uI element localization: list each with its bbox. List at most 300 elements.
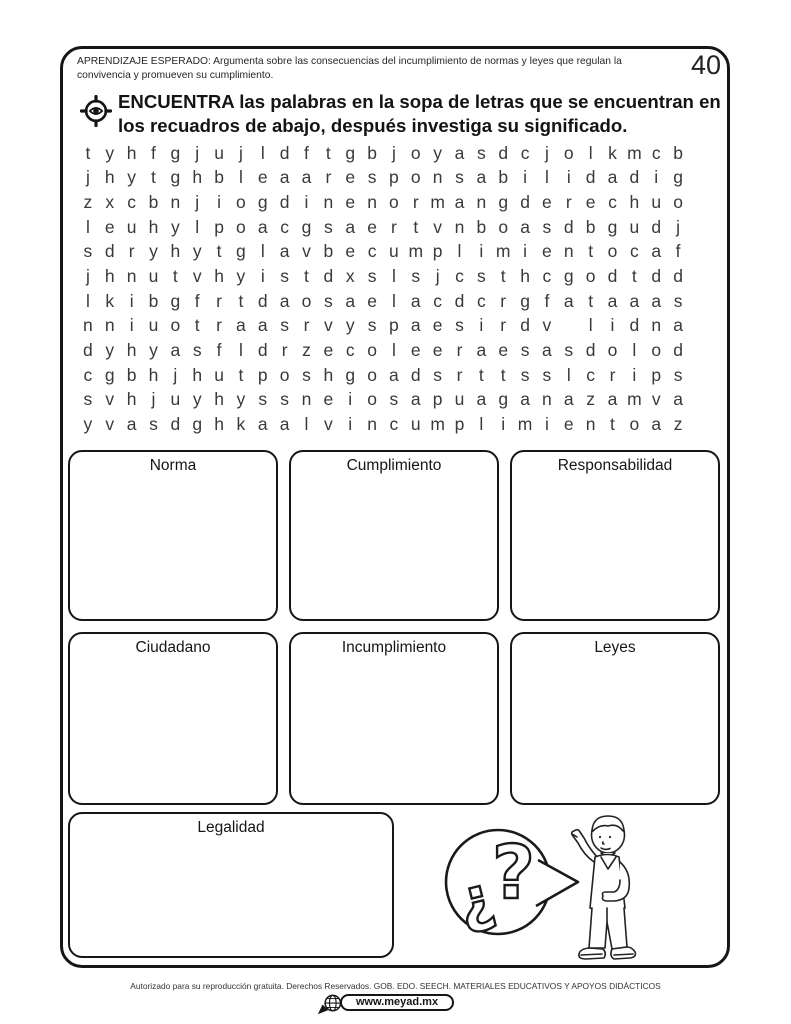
grid-letter: c xyxy=(542,266,552,287)
grid-letter: u xyxy=(454,389,465,410)
grid-letter: e xyxy=(563,414,574,435)
grid-letter: s xyxy=(673,290,683,311)
grid-letter: v xyxy=(192,266,202,287)
grid-letter: v xyxy=(323,315,333,336)
grid-letter: n xyxy=(367,192,377,213)
grid-letter: a xyxy=(542,340,552,361)
grid-letter: a xyxy=(607,290,618,311)
grid-letter: n xyxy=(367,414,377,435)
grid-letter: o xyxy=(367,340,377,361)
grid-letter: a xyxy=(279,414,290,435)
word-box-label: Norma xyxy=(149,457,197,474)
grid-letter: j xyxy=(85,167,90,188)
grid-letter: r xyxy=(456,364,463,385)
grid-letter: t xyxy=(588,290,594,311)
grid-letter: h xyxy=(126,142,137,163)
grid-letter: a xyxy=(520,389,530,410)
grid-letter: d xyxy=(323,266,334,287)
grid-letter: t xyxy=(194,315,200,336)
grid-letter: s xyxy=(520,364,530,385)
question-open-glyph: ¿ xyxy=(450,861,501,939)
word-box-label: Ciudadano xyxy=(135,639,211,656)
grid-letter: s xyxy=(367,266,377,287)
grid-letter: n xyxy=(454,216,465,237)
grid-letter: o xyxy=(607,241,618,262)
grid-letter: v xyxy=(302,241,311,262)
grid-letter: i xyxy=(610,315,615,336)
grid-letter: s xyxy=(476,142,486,163)
grid-letter: t xyxy=(610,414,615,435)
grid-letter: d xyxy=(673,340,683,361)
grid-letter: o xyxy=(563,142,574,163)
grid-letter: z xyxy=(673,414,683,435)
grid-letter: d xyxy=(585,167,596,188)
grid-letter: d xyxy=(410,364,421,385)
grid-letter: f xyxy=(304,142,309,163)
grid-letter: s xyxy=(389,389,399,410)
grid-letter: e xyxy=(432,315,443,336)
grid-letter: p xyxy=(389,167,399,188)
grid-letter: g xyxy=(170,167,181,188)
grid-letter: l xyxy=(588,315,593,336)
page-number: 40 xyxy=(690,50,721,80)
grid-letter: s xyxy=(280,389,289,410)
grid-letter: s xyxy=(455,167,464,188)
grid-letter: y xyxy=(83,414,93,435)
grid-letter: h xyxy=(214,414,224,435)
grid-letter: s xyxy=(258,389,268,410)
grid-letter: g xyxy=(236,241,246,262)
grid-letter: u xyxy=(629,216,640,237)
grid-letter: i xyxy=(129,315,134,336)
grid-letter: a xyxy=(257,315,268,336)
grid-letter: s xyxy=(455,315,464,336)
grid-letter: y xyxy=(192,241,202,262)
grid-letter: p xyxy=(389,315,399,336)
grid-letter: j xyxy=(151,389,156,410)
grid-letter: n xyxy=(170,192,181,213)
grid-letter: j xyxy=(391,142,396,163)
grid-letter: j xyxy=(195,192,200,213)
grid-letter: v xyxy=(651,389,661,410)
grid-letter: h xyxy=(192,167,203,188)
grid-letter: r xyxy=(281,340,288,361)
grid-letter: g xyxy=(498,192,509,213)
grid-letter: h xyxy=(629,192,640,213)
grid-letter: r xyxy=(391,216,397,237)
grid-letter: y xyxy=(433,142,442,163)
grid-letter: d xyxy=(651,216,662,237)
grid-letter: e xyxy=(104,216,115,237)
website-badge: www.meyad.mx xyxy=(340,994,454,1011)
grid-letter: m xyxy=(627,389,642,410)
grid-letter: i xyxy=(129,290,134,311)
grid-letter: g xyxy=(607,216,618,237)
grid-letter: n xyxy=(301,389,312,410)
grid-letter: f xyxy=(216,340,222,361)
grid-letter: d xyxy=(257,290,268,311)
grid-letter: i xyxy=(479,315,484,336)
grid-letter: i xyxy=(566,167,571,188)
grid-letter: r xyxy=(216,315,222,336)
grid-letter: e xyxy=(542,241,552,262)
grid-letter: a xyxy=(476,389,487,410)
grid-letter: f xyxy=(675,241,681,262)
grid-letter: g xyxy=(520,290,530,311)
eye-target-icon xyxy=(80,95,112,127)
grid-letter: a xyxy=(673,315,683,336)
grid-letter: i xyxy=(348,389,353,410)
grid-letter: l xyxy=(588,142,593,163)
grid-letter: a xyxy=(651,414,662,435)
grid-letter: u xyxy=(214,364,224,385)
word-box-label: Responsabilidad xyxy=(557,457,673,474)
grid-letter: k xyxy=(105,290,115,311)
grid-letter: l xyxy=(85,290,90,311)
grid-letter: l xyxy=(479,414,484,435)
grid-letter: d xyxy=(607,266,618,287)
grid-letter: t xyxy=(304,266,309,287)
grid-letter: a xyxy=(389,364,399,385)
grid-letter: b xyxy=(148,192,159,213)
grid-letter: r xyxy=(609,364,616,385)
grid-letter: h xyxy=(104,266,115,287)
grid-letter: h xyxy=(323,364,334,385)
grid-letter: t xyxy=(238,290,244,311)
grid-letter: m xyxy=(495,241,511,262)
grid-letter: n xyxy=(476,192,487,213)
grid-letter: n xyxy=(563,241,574,262)
grid-letter: c xyxy=(433,290,442,311)
grid-letter: y xyxy=(149,241,158,262)
grid-letter: b xyxy=(367,142,377,163)
grid-letter: n xyxy=(83,315,93,336)
grid-letter: e xyxy=(542,192,552,213)
grid-letter: n xyxy=(651,315,662,336)
grid-letter: i xyxy=(523,167,528,188)
grid-letter: e xyxy=(323,389,334,410)
grid-letter: t xyxy=(238,364,244,385)
grid-letter: a xyxy=(257,414,268,435)
grid-letter: a xyxy=(651,241,662,262)
grid-letter: i xyxy=(479,241,484,262)
grid-letter: v xyxy=(105,414,115,435)
grid-letter: c xyxy=(345,340,355,361)
grid-letter: e xyxy=(367,290,377,311)
grid-letter: c xyxy=(127,192,136,213)
grid-letter: a xyxy=(410,290,421,311)
grid-letter: p xyxy=(432,241,443,262)
grid-letter: s xyxy=(323,216,333,237)
grid-letter: i xyxy=(501,414,506,435)
grid-letter: r xyxy=(128,241,135,262)
grid-letter: e xyxy=(585,192,596,213)
grid-letter: g xyxy=(257,192,268,213)
grid-letter: s xyxy=(542,216,552,237)
grid-letter: p xyxy=(214,216,224,237)
grid-letter: s xyxy=(367,167,377,188)
grid-letter: r xyxy=(565,192,572,213)
grid-letter: h xyxy=(214,389,224,410)
grid-letter: e xyxy=(367,216,377,237)
grid-letter: s xyxy=(564,340,574,361)
grid-letter: n xyxy=(432,167,443,188)
grid-letter: e xyxy=(345,192,356,213)
grid-letter: s xyxy=(323,290,333,311)
grid-letter: e xyxy=(257,167,268,188)
grid-letter: u xyxy=(170,389,181,410)
grid-letter: t xyxy=(478,364,484,385)
grid-letter: t xyxy=(500,266,506,287)
grid-letter: v xyxy=(323,414,333,435)
grid-letter: d xyxy=(520,192,530,213)
grid-letter: s xyxy=(520,340,530,361)
grid-letter: d xyxy=(563,216,574,237)
grid-letter: m xyxy=(408,241,424,262)
grid-letter: m xyxy=(627,142,642,163)
grid-letter: a xyxy=(454,192,465,213)
grid-letter: k xyxy=(608,142,617,163)
grid-letter: t xyxy=(588,241,594,262)
grid-letter: g xyxy=(170,290,181,311)
grid-letter: y xyxy=(105,142,115,163)
grid-letter: c xyxy=(586,364,595,385)
grid-letter: a xyxy=(629,290,640,311)
grid-letter: a xyxy=(651,290,662,311)
grid-letter: x xyxy=(345,266,355,287)
grid-letter: c xyxy=(476,290,486,311)
grid-letter: g xyxy=(673,167,683,188)
grid-letter: j xyxy=(544,142,549,163)
grid-letter: i xyxy=(523,241,528,262)
grid-letter: i xyxy=(632,364,637,385)
grid-letter: c xyxy=(280,216,289,237)
word-search-grid xyxy=(77,141,689,437)
grid-letter: z xyxy=(586,389,595,410)
grid-letter: t xyxy=(151,167,156,188)
grid-letter: p xyxy=(651,364,662,385)
grid-letter: a xyxy=(607,389,618,410)
grid-letter: g xyxy=(192,414,203,435)
grid-letter: d xyxy=(629,167,640,188)
grid-letter: y xyxy=(345,315,355,336)
grid-letter: r xyxy=(456,340,463,361)
grid-letter: d xyxy=(585,340,596,361)
grid-letter: l xyxy=(391,340,396,361)
grid-letter: r xyxy=(325,167,332,188)
grid-letter: m xyxy=(430,414,445,435)
grid-letter: o xyxy=(236,216,246,237)
word-box-label: Leyes xyxy=(594,639,636,656)
grid-letter: l xyxy=(195,216,200,237)
grid-letter: g xyxy=(301,216,312,237)
grid-letter: c xyxy=(455,266,464,287)
grid-letter: s xyxy=(83,389,93,410)
grid-letter: y xyxy=(236,266,246,287)
grid-letter: r xyxy=(216,290,222,311)
expected-learning-text: APRENDIZAJE ESPERADO: Argumenta sobre las consecuencias del incumplimiento de normas y leyes que regulan la convivencia y promueven su cumplimiento. xyxy=(77,56,622,82)
grid-letter: a xyxy=(476,340,487,361)
grid-letter: f xyxy=(151,142,156,163)
grid-letter: g xyxy=(170,142,181,163)
grid-letter: e xyxy=(498,340,509,361)
grid-letter: j xyxy=(435,266,440,287)
grid-letter: h xyxy=(126,340,137,361)
footer-rights-text: Autorizado para su reproducción gratuita. Derechos Reservados. GOB. EDO. SEECH. MATERIALES EDUCATIVOS Y APOYOS DIDÁCTICOS xyxy=(130,981,661,991)
grid-letter: l xyxy=(238,167,243,188)
grid-letter: d xyxy=(104,241,115,262)
grid-letter: h xyxy=(126,389,137,410)
grid-letter: h xyxy=(192,364,203,385)
grid-letter: l xyxy=(566,364,571,385)
grid-letter: y xyxy=(149,340,158,361)
grid-letter: o xyxy=(585,266,596,287)
grid-letter: t xyxy=(631,266,637,287)
grid-letter: b xyxy=(498,167,509,188)
grid-letter: n xyxy=(542,389,552,410)
grid-letter: d xyxy=(673,266,683,287)
grid-letter: d xyxy=(257,340,268,361)
question-close-glyph: ? xyxy=(492,830,535,916)
grid-letter: p xyxy=(454,414,465,435)
grid-letter: o xyxy=(410,167,421,188)
grid-letter: b xyxy=(126,364,137,385)
grid-letter: l xyxy=(391,266,396,287)
grid-letter: b xyxy=(585,216,596,237)
grid-letter: h xyxy=(104,167,115,188)
grid-letter: v xyxy=(105,389,115,410)
grid-letter: d xyxy=(279,142,290,163)
grid-letter: n xyxy=(585,414,596,435)
grid-letter: l xyxy=(260,142,265,163)
grid-letter: a xyxy=(673,389,683,410)
word-box-legalidad xyxy=(68,812,394,958)
grid-letter: e xyxy=(323,340,334,361)
word-box-ciudadano xyxy=(68,632,278,805)
grid-letter: b xyxy=(476,216,487,237)
grid-letter: o xyxy=(301,290,312,311)
grid-letter: n xyxy=(323,192,334,213)
grid-letter: c xyxy=(651,142,661,163)
grid-letter: h xyxy=(148,364,159,385)
word-box-cumplimiento xyxy=(289,450,499,621)
grid-letter: y xyxy=(170,216,180,237)
grid-letter: s xyxy=(192,340,202,361)
grid-letter: h xyxy=(170,241,181,262)
grid-letter: g xyxy=(345,142,356,163)
grid-letter: s xyxy=(673,364,683,385)
grid-letter: v xyxy=(433,216,442,237)
grid-letter: a xyxy=(563,389,574,410)
grid-letter: s xyxy=(476,266,486,287)
grid-letter: r xyxy=(500,315,507,336)
grid-letter: d xyxy=(279,192,290,213)
word-box-incumplimiento xyxy=(289,632,499,805)
grid-letter: t xyxy=(500,364,506,385)
grid-letter: l xyxy=(85,216,90,237)
grid-letter: a xyxy=(345,290,356,311)
grid-letter: i xyxy=(544,414,549,435)
grid-letter: c xyxy=(608,192,617,213)
grid-letter: a xyxy=(279,167,290,188)
grid-letter: o xyxy=(629,414,640,435)
grid-letter: i xyxy=(348,414,353,435)
word-box-label: Incumplimiento xyxy=(341,639,447,656)
grid-letter: a xyxy=(301,167,312,188)
word-box-row-1 xyxy=(68,450,720,621)
grid-letter: r xyxy=(412,192,419,213)
grid-letter xyxy=(558,314,580,339)
grid-letter: j xyxy=(173,364,178,385)
grid-letter: f xyxy=(194,290,200,311)
grid-letter: s xyxy=(280,266,289,287)
grid-letter: a xyxy=(279,241,290,262)
grid-letter: i xyxy=(304,192,309,213)
grid-letter: u xyxy=(148,315,159,336)
grid-letter: f xyxy=(544,290,550,311)
grid-letter: v xyxy=(542,315,552,336)
grid-letter: o xyxy=(367,389,377,410)
grid-letter: d xyxy=(651,266,662,287)
grid-letter: t xyxy=(413,216,419,237)
grid-letter: h xyxy=(148,216,159,237)
grid-letter: b xyxy=(148,290,159,311)
grid-letter: s xyxy=(542,364,552,385)
grid-letter: c xyxy=(389,414,399,435)
grid-letter: y xyxy=(127,167,136,188)
grid-letter: t xyxy=(216,241,222,262)
grid-letter: m xyxy=(430,192,445,213)
grid-letter: j xyxy=(85,266,90,287)
grid-letter: s xyxy=(302,364,311,385)
grid-letter: i xyxy=(217,192,222,213)
grid-letter: d xyxy=(170,414,181,435)
grid-letter: o xyxy=(410,142,421,163)
grid-letter: z xyxy=(302,340,311,361)
grid-letter: l xyxy=(238,340,243,361)
grid-letter: l xyxy=(632,340,637,361)
grid-letter: g xyxy=(498,389,509,410)
grid-letter: a xyxy=(520,216,530,237)
grid-letter: z xyxy=(83,192,93,213)
grid-letter: d xyxy=(629,315,640,336)
grid-letter: a xyxy=(410,315,421,336)
grid-letter: c xyxy=(629,241,639,262)
grid-letter: d xyxy=(454,290,465,311)
grid-letter: l xyxy=(457,241,462,262)
grid-letter: u xyxy=(389,241,399,262)
grid-letter: c xyxy=(367,241,377,262)
grid-letter: o xyxy=(170,315,181,336)
grid-letter: a xyxy=(345,216,356,237)
grid-letter: s xyxy=(367,315,377,336)
grid-letter: a xyxy=(170,340,181,361)
grid-letter: d xyxy=(520,315,530,336)
grid-letter: u xyxy=(126,216,137,237)
grid-letter: j xyxy=(676,216,681,237)
word-box-responsabilidad xyxy=(510,450,720,621)
grid-letter: s xyxy=(433,364,442,385)
grid-letter: b xyxy=(673,142,683,163)
grid-letter: j xyxy=(195,142,200,163)
grid-letter: c xyxy=(520,142,530,163)
grid-letter: s xyxy=(149,414,158,435)
grid-letter: o xyxy=(673,192,683,213)
grid-letter: o xyxy=(236,192,246,213)
word-box-label: Legalidad xyxy=(197,819,265,836)
grid-letter: a xyxy=(454,142,465,163)
boy-character-illustration xyxy=(556,810,652,964)
